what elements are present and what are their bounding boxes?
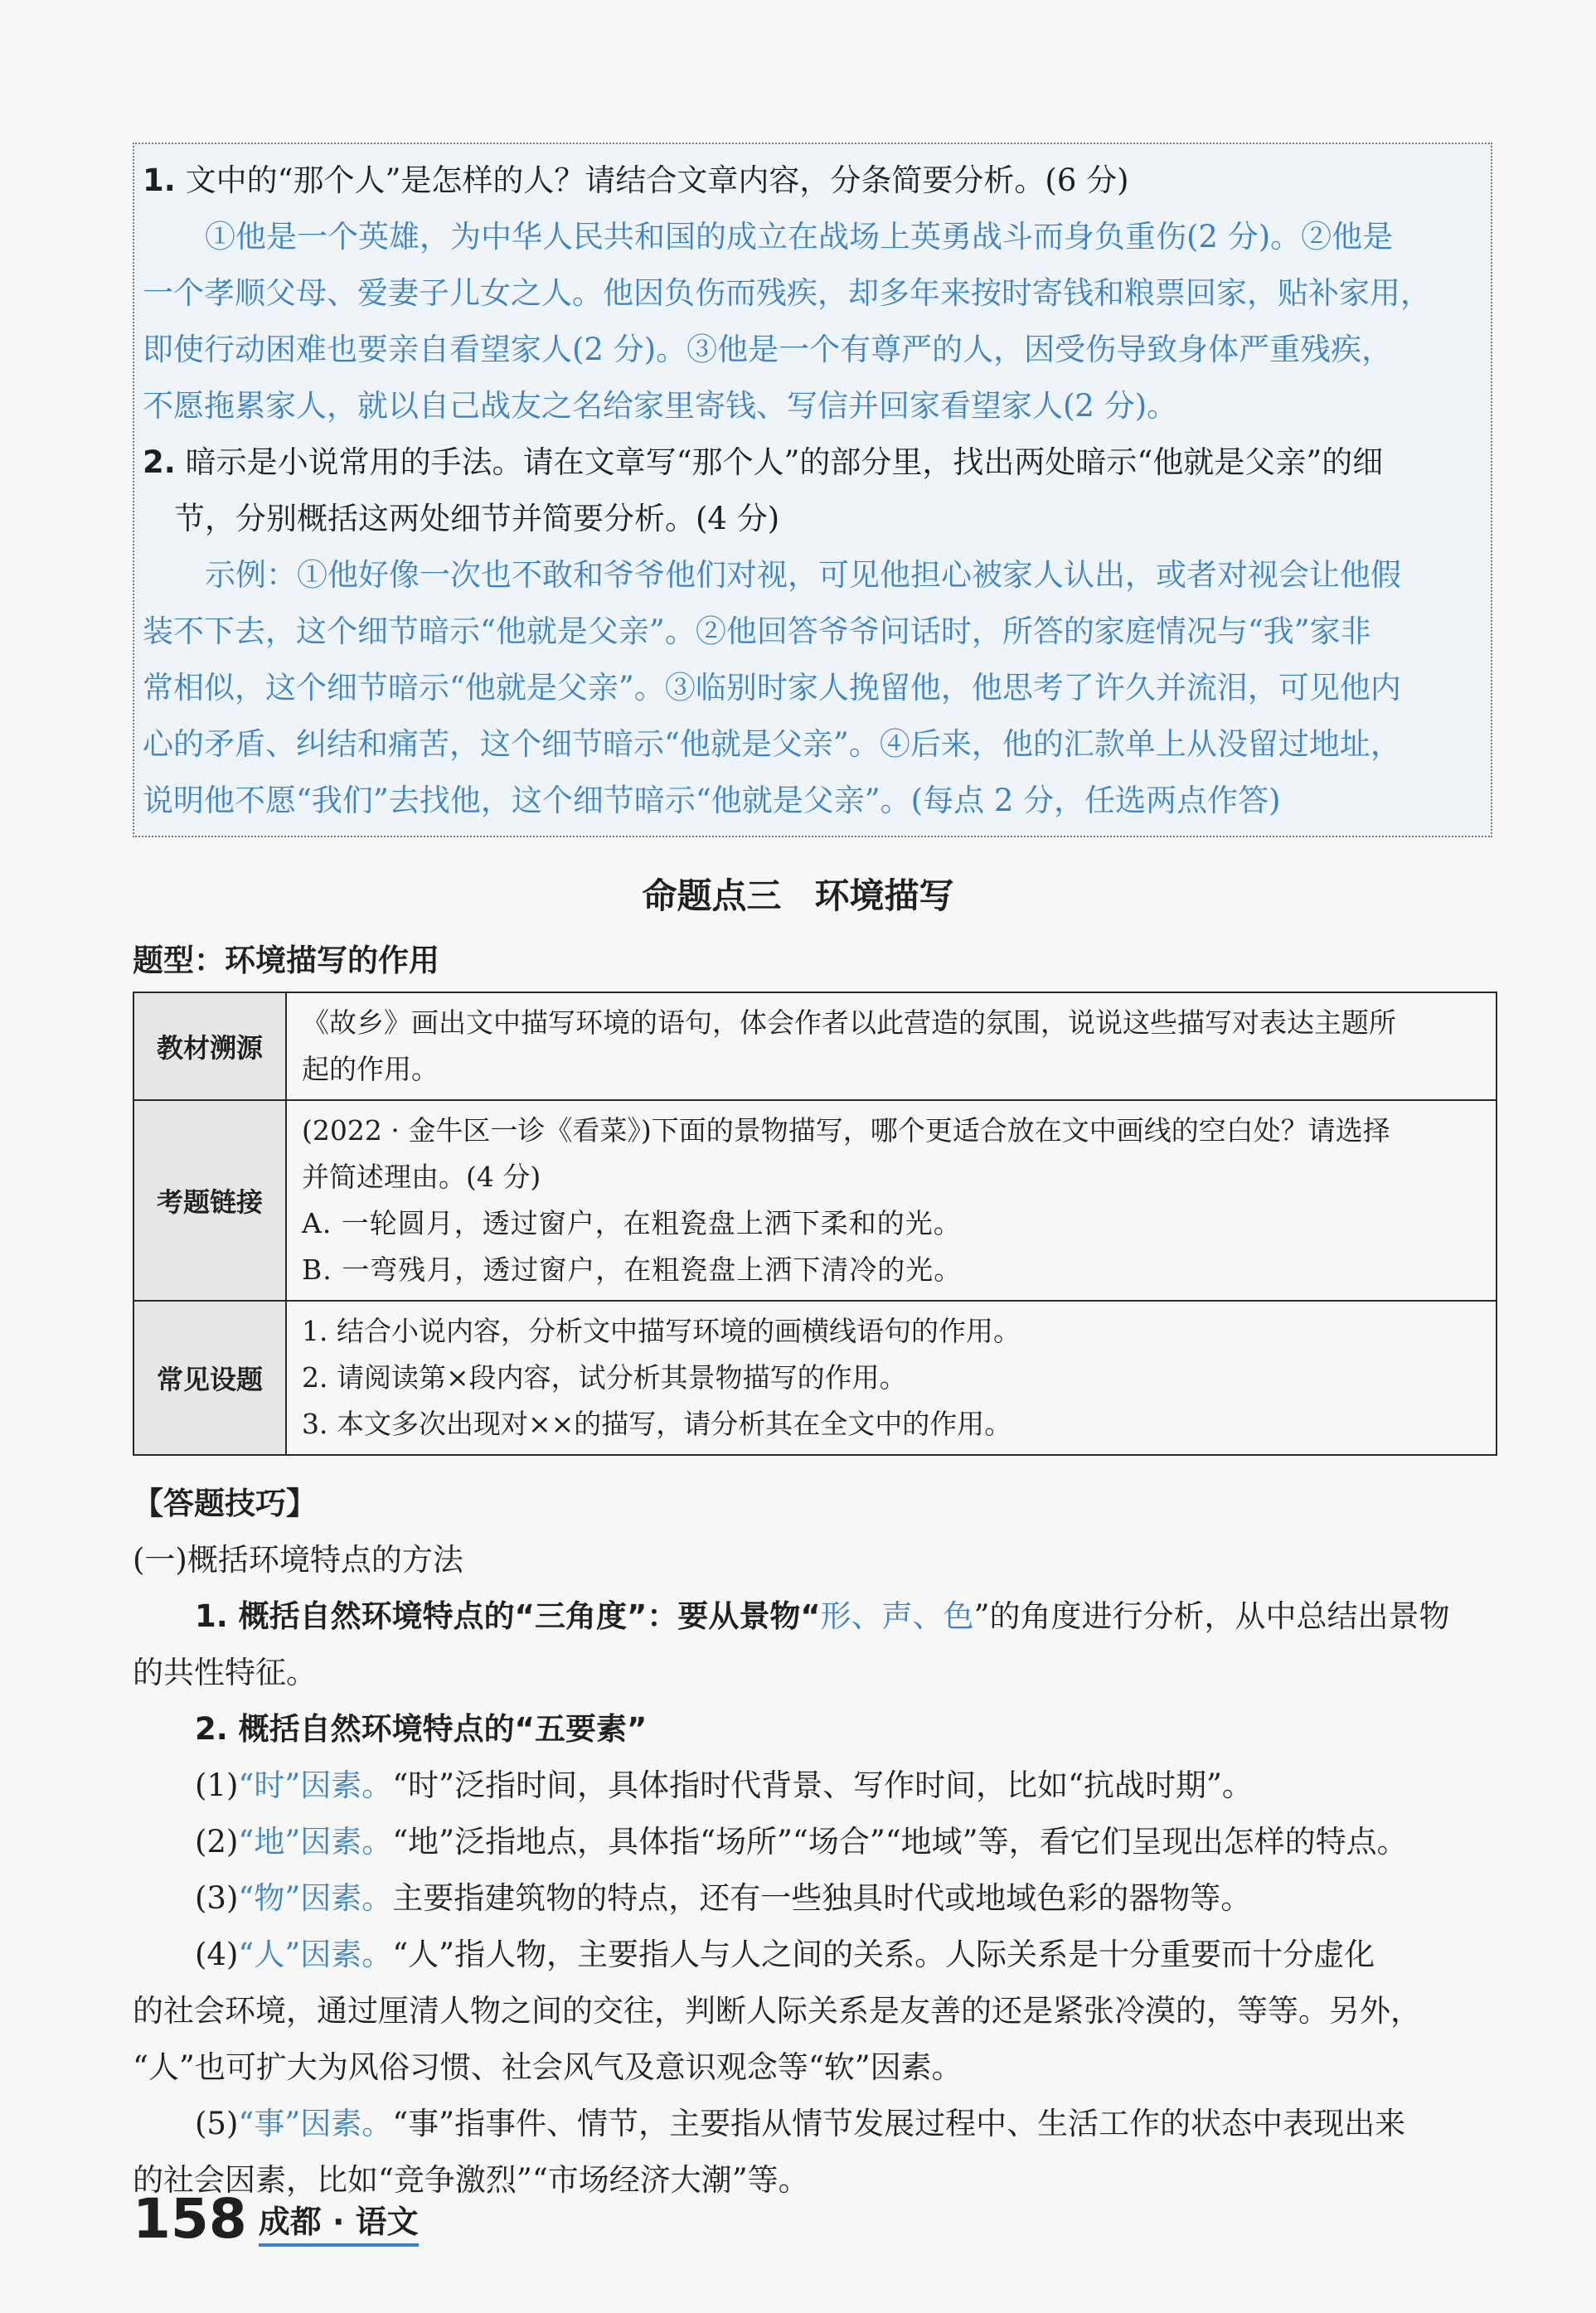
table-row [133, 1100, 1497, 1301]
factor-item: (3)“物”因素。主要指建筑物的特点，还有一些独具时代或地域色彩的器物等。 [195, 1880, 1252, 1916]
table-row [133, 992, 1497, 1100]
answer-1-line: 不愿拖累家人，就以自己战友之名给家里寄钱、写信并回家看望家人(2 分)。 [143, 388, 1178, 424]
page-number: 158 [133, 2187, 247, 2251]
factor-item-cont: 的社会因素，比如“竞争激烈”“市场经济大潮”等。 [133, 2162, 809, 2198]
row-head: 教材溯源 [133, 992, 286, 1100]
factor-item: (1)“时”因素。“时”泛指时间，具体指时代背景、写作时间，比如“抗战时期”。 [195, 1767, 1253, 1803]
row-body: 1. 结合小说内容，分析文中描写环境的画横线语句的作用。 2. 请阅读第×段内容，试分析其景物描写的作用。 3. 本文多次出现对××的描写，请分析其在全文中的作用。 [286, 1301, 1497, 1455]
book-label: 成都 · 语文 [259, 2196, 419, 2247]
tips-heading: 【答题技巧】 [133, 1486, 317, 1521]
question-2-cont: 节，分别概括这两处细节并简要分析。(4 分) [174, 501, 780, 536]
section-title: 命题点三 环境描写 [642, 875, 954, 916]
factor-item: (2)“地”因素。“地”泛指地点，具体指“场所”“场合”“地域”等，看它们呈现出怎样的特点。 [195, 1824, 1408, 1860]
answer-2-line: 示例：①他好像一次也不敢和爷爷他们对视，可见他担心被家人认出，或者对视会让他假 [205, 557, 1401, 593]
row-body: 《故乡》画出文中描写环境的语句，体会作者以此营造的氛围，说说这些描写对表达主题所 起的作用。 [286, 992, 1497, 1100]
row-body: (2022 · 金牛区一诊《看菜》)下面的景物描写，哪个更适合放在文中画线的空白处？请选择 并简述理由。(4 分) A. 一轮圆月，透过窗户，在粗瓷盘上洒下柔和的光。 B. 一弯残月，透过窗户，在粗瓷盘上洒下清冷的光。 [286, 1100, 1497, 1301]
tip-1: 1. 概括自然环境特点的“三角度”：要从景物“形、声、色”的角度进行分析，从中总结出景物 [195, 1598, 1450, 1634]
factor-item-cont: 的社会环境，通过厘清人物之间的交往，判断人际关系是友善的还是紧张冷漠的，等等。另外， [133, 1993, 1421, 2029]
question-1: 1. 文中的“那个人”是怎样的人？请结合文章内容，分条简要分析。(6 分) [143, 162, 1129, 198]
table-row [133, 1301, 1497, 1455]
tips-section [133, 1476, 1501, 2209]
answer-1-line: ①他是一个英雄，为中华人民共和国的成立在战场上英勇战斗而身负重伤(2 分)。②他是 [205, 219, 1394, 255]
factor-item: (5)“事”因素。“事”指事件、情节，主要指从情节发展过程中、生活工作的状态中表现出来 [195, 2106, 1406, 2141]
answer-1-line: 一个孝顺父母、爱妻子儿女之人。他因负伤而残疾，却多年来按时寄钱和粮票回家，贴补家用， [143, 275, 1431, 311]
page-footer [133, 2187, 419, 2251]
answer-2-line: 装不下去，这个细节暗示“他就是父亲”。②他回答爷爷问话时，所答的家庭情况与“我”家非 [143, 613, 1371, 649]
tips-subheading: (一)概括环境特点的方法 [133, 1542, 463, 1578]
factor-item: (4)“人”因素。“人”指人物，主要指人与人之间的关系。人际关系是十分重要而十分虚化 [195, 1937, 1375, 1972]
info-table [133, 992, 1497, 1456]
row-head: 常见设题 [133, 1301, 286, 1455]
answer-2-line: 说明他不愿“我们”去找他，这个细节暗示“他就是父亲”。(每点 2 分，任选两点作答) [143, 783, 1281, 818]
answer-1-line: 即使行动困难也要亲自看望家人(2 分)。③他是一个有尊严的人，因受伤导致身体严重残疾， [143, 332, 1393, 367]
row-head: 考题链接 [133, 1100, 286, 1301]
factor-item-cont: “人”也可扩大为风俗习惯、社会风气及意识观念等“软”因素。 [133, 2049, 963, 2085]
answer-2-line: 心的矛盾、纠结和痛苦，这个细节暗示“他就是父亲”。④后来，他的汇款单上从没留过地址， [143, 726, 1401, 762]
answer-2-line: 常相似，这个细节暗示“他就是父亲”。③临别时家人挽留他，他思考了许久并流泪，可见他内 [143, 670, 1401, 706]
tip-2: 2. 概括自然环境特点的“五要素” [195, 1711, 648, 1747]
type-title: 题型：环境描写的作用 [133, 943, 439, 978]
question-2: 2. 暗示是小说常用的手法。请在文章写“那个人”的部分里，找出两处暗示“他就是父亲”的细 [143, 444, 1384, 480]
tip-1-cont: 的共性特征。 [133, 1655, 317, 1690]
answer-box [133, 143, 1492, 837]
